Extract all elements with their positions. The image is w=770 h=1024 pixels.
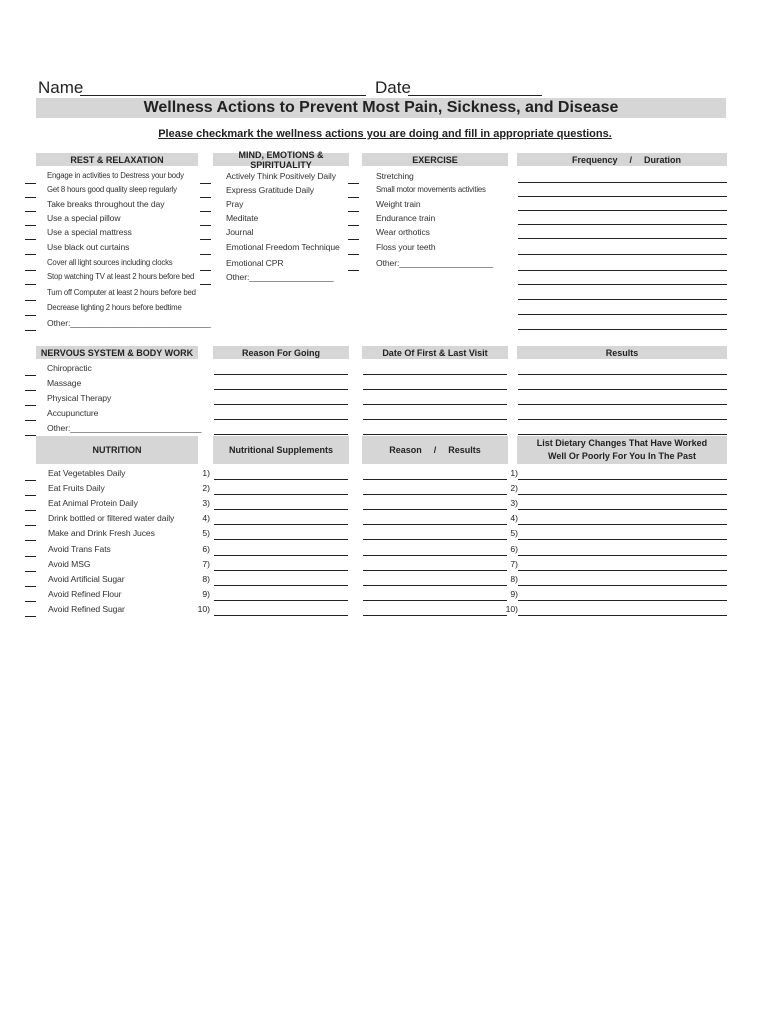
dietary-change-line[interactable] — [518, 524, 727, 525]
nutrition-checkbox[interactable] — [25, 601, 36, 602]
nutrition-item-label: Avoid Refined Flour — [48, 589, 122, 599]
frequency-duration-line[interactable] — [518, 299, 727, 300]
reason-line[interactable] — [214, 374, 348, 375]
supplement-line[interactable] — [214, 494, 348, 495]
results-line[interactable] — [518, 389, 727, 390]
visit-date-line[interactable] — [363, 389, 507, 390]
frequency-duration-line[interactable] — [518, 284, 727, 285]
rest-item-label: Get 8 hours good quality sleep regularly — [47, 185, 177, 194]
supplement-line[interactable] — [214, 479, 348, 480]
nutrition-item-label: Make and Drink Fresh Juces — [48, 528, 155, 538]
nutrition-checkbox[interactable] — [25, 525, 36, 526]
supplement-number: 7) — [202, 559, 210, 569]
dietary-number: 8) — [510, 574, 518, 584]
reason-line[interactable] — [214, 404, 348, 405]
dietary-change-line[interactable] — [518, 570, 727, 571]
visit-date-line[interactable] — [363, 374, 507, 375]
nutrition-item-label: Eat Vegetables Daily — [48, 468, 126, 478]
supplement-number: 8) — [202, 574, 210, 584]
dietary-number: 5) — [510, 528, 518, 538]
exercise-item-label: Small motor movements activities — [376, 185, 486, 194]
rest-checkbox[interactable] — [25, 211, 36, 212]
visit-date-line[interactable] — [363, 419, 507, 420]
mind-emotions-header: MIND, EMOTIONS & SPIRITUALITY — [213, 153, 349, 166]
visit-date-line[interactable] — [363, 404, 507, 405]
dietary-number: 1) — [510, 468, 518, 478]
reason-results-line[interactable] — [363, 509, 507, 510]
frequency-duration-line[interactable] — [518, 270, 727, 271]
bodywork-checkbox[interactable] — [25, 390, 36, 391]
reason-line[interactable] — [214, 389, 348, 390]
exercise-checkbox[interactable] — [348, 225, 359, 226]
nutrition-checkbox[interactable] — [25, 510, 36, 511]
exercise-header: EXERCISE — [362, 153, 508, 166]
results-line[interactable] — [518, 434, 727, 435]
rest-checkbox[interactable] — [25, 270, 36, 271]
rest-item-label: Turn off Computer at least 2 hours before bed — [47, 288, 196, 297]
frequency-duration-line[interactable] — [518, 254, 727, 255]
exercise-item-label: Weight train — [376, 199, 421, 209]
results-line[interactable] — [518, 404, 727, 405]
exercise-checkbox[interactable] — [348, 197, 359, 198]
reason-results-header — [362, 436, 508, 464]
results-line[interactable] — [518, 374, 727, 375]
mind-checkbox[interactable] — [200, 254, 211, 255]
rest-item-label: Engage in activities to Destress your body — [47, 171, 184, 180]
reason-results-line[interactable] — [363, 479, 507, 480]
nutrition-item-label: Avoid Artificial Sugar — [48, 574, 125, 584]
supplement-line[interactable] — [214, 555, 348, 556]
bodywork-checkbox[interactable] — [25, 405, 36, 406]
mind-item-label: Other:__________________ — [226, 272, 334, 282]
rest-checkbox[interactable] — [25, 197, 36, 198]
dietary-change-line[interactable] — [518, 555, 727, 556]
mind-item-label: Emotional CPR — [226, 258, 284, 268]
reason-results-line[interactable] — [363, 615, 507, 616]
reason-results-line[interactable] — [363, 570, 507, 571]
rest-checkbox[interactable] — [25, 239, 36, 240]
supplement-line[interactable] — [214, 524, 348, 525]
rest-relaxation-header: REST & RELAXATION — [36, 153, 198, 166]
exercise-checkbox[interactable] — [348, 183, 359, 184]
bodywork-checkbox[interactable] — [25, 420, 36, 421]
rest-item-label: Use a special mattress — [47, 227, 132, 237]
reason-results-line[interactable] — [363, 539, 507, 540]
bodywork-item-label: Other:____________________________ — [47, 423, 202, 433]
rest-item-label: Cover all light sources including clocks — [47, 258, 173, 267]
nutrition-item-label: Eat Animal Protein Daily — [48, 498, 138, 508]
frequency-duration-line[interactable] — [518, 182, 727, 183]
exercise-checkbox[interactable] — [348, 239, 359, 240]
rest-item-label: Use a special pillow — [47, 213, 121, 223]
dietary-change-line[interactable] — [518, 509, 727, 510]
frequency-duration-header — [517, 153, 727, 166]
results-header: Results — [517, 346, 727, 359]
mind-item-label: Express Gratitude Daily — [226, 185, 314, 195]
rest-item-label: Decrease lighting 2 hours before bedtime — [47, 303, 182, 312]
supplement-number: 5) — [202, 528, 210, 538]
nutrition-checkbox[interactable] — [25, 556, 36, 557]
reason-results-line[interactable] — [363, 600, 507, 601]
frequency-duration-line[interactable] — [518, 196, 727, 197]
supplement-number: 3) — [202, 498, 210, 508]
frequency-slash: / — [629, 154, 633, 165]
dietary-changes-header: List Dietary Changes That Have Worked Well Or Poorly For You In The Past — [517, 436, 727, 464]
results-label: Results — [448, 445, 481, 455]
nutrition-item-label: Drink bottled or filtered water daily — [48, 513, 175, 523]
nutrition-item-label: Avoid Refined Sugar — [48, 604, 125, 614]
exercise-item-label: Other:____________________ — [376, 258, 493, 268]
date-field[interactable] — [408, 95, 542, 96]
supplements-header: Nutritional Supplements — [213, 436, 349, 464]
reason-label: Reason — [389, 445, 422, 455]
bodywork-item-label: Massage — [47, 378, 82, 388]
supplement-line[interactable] — [214, 600, 348, 601]
supplement-number: 4) — [202, 513, 210, 523]
rest-checkbox[interactable] — [25, 330, 36, 331]
nutrition-header: NUTRITION — [36, 436, 198, 464]
reason-results-line[interactable] — [363, 555, 507, 556]
reason-line[interactable] — [214, 419, 348, 420]
mind-checkbox[interactable] — [200, 239, 211, 240]
exercise-item-label: Wear orthotics — [376, 227, 430, 237]
visit-date-line[interactable] — [363, 434, 507, 435]
dietary-number: 6) — [510, 544, 518, 554]
dietary-number: 3) — [510, 498, 518, 508]
reason-results-line[interactable] — [363, 524, 507, 525]
supplement-number: 9) — [202, 589, 210, 599]
frequency-duration-line[interactable] — [518, 238, 727, 239]
results-line[interactable] — [518, 419, 727, 420]
rest-checkbox[interactable] — [25, 284, 36, 285]
visit-dates-header: Date Of First & Last Visit — [362, 346, 508, 359]
mind-checkbox[interactable] — [200, 225, 211, 226]
duration-label: Duration — [644, 154, 682, 165]
dietary-number: 4) — [510, 513, 518, 523]
supplement-line[interactable] — [214, 509, 348, 510]
reason-for-going-header: Reason For Going — [213, 346, 349, 359]
reason-results-line[interactable] — [363, 494, 507, 495]
bodywork-item-label: Physical Therapy — [47, 393, 112, 403]
dietary-change-line[interactable] — [518, 494, 727, 495]
rest-checkbox[interactable] — [25, 315, 36, 316]
supplement-number: 2) — [202, 483, 210, 493]
frequency-duration-line[interactable] — [518, 329, 727, 330]
supplement-line[interactable] — [214, 615, 348, 616]
nutrition-item-label: Avoid Trans Fats — [48, 544, 111, 554]
exercise-item-label: Endurance train — [376, 213, 436, 223]
dietary-number: 7) — [510, 559, 518, 569]
bodywork-checkbox[interactable] — [25, 375, 36, 376]
name-label: Name — [38, 78, 84, 97]
dietary-change-line[interactable] — [518, 585, 727, 586]
nutrition-checkbox[interactable] — [25, 586, 36, 587]
nutrition-item-label: Eat Fruits Daily — [48, 483, 105, 493]
instruction-text: Please checkmark the wellness actions you are doing and fill in appropriate questions. — [158, 128, 612, 140]
rest-checkbox[interactable] — [25, 300, 36, 301]
nutrition-checkbox[interactable] — [25, 495, 36, 496]
dietary-change-line[interactable] — [518, 539, 727, 540]
mind-item-label: Journal — [226, 227, 254, 237]
nutrition-checkbox[interactable] — [25, 540, 36, 541]
supplement-line[interactable] — [214, 539, 348, 540]
exercise-checkbox[interactable] — [348, 211, 359, 212]
frequency-duration-line[interactable] — [518, 224, 727, 225]
frequency-label: Frequency — [572, 154, 618, 165]
mind-item-label: Pray — [226, 199, 244, 209]
dietary-number: 10) — [505, 604, 518, 614]
supplement-number: 1) — [202, 468, 210, 478]
mind-checkbox[interactable] — [200, 211, 211, 212]
supplement-line[interactable] — [214, 585, 348, 586]
frequency-duration-line[interactable] — [518, 210, 727, 211]
nutrition-checkbox[interactable] — [25, 571, 36, 572]
mind-item-label: Emotional Freedom Technique — [226, 242, 340, 252]
nervous-system-header: NERVOUS SYSTEM & BODY WORK — [36, 346, 198, 359]
exercise-checkbox[interactable] — [348, 270, 359, 271]
dietary-change-line[interactable] — [518, 615, 727, 616]
exercise-checkbox[interactable] — [348, 254, 359, 255]
rest-item-label: Use black out curtains — [47, 242, 130, 252]
nutrition-item-label: Avoid MSG — [48, 559, 91, 569]
dietary-change-line[interactable] — [518, 600, 727, 601]
nutrition-checkbox[interactable] — [25, 480, 36, 481]
supplement-line[interactable] — [214, 570, 348, 571]
rest-checkbox[interactable] — [25, 183, 36, 184]
rest-item-label: Take breaks throughout the day — [47, 199, 165, 209]
bodywork-item-label: Chiropractic — [47, 363, 92, 373]
rest-item-label: Other:______________________________ — [47, 318, 211, 328]
mind-checkbox[interactable] — [200, 183, 211, 184]
name-field[interactable] — [80, 95, 366, 96]
reason-line[interactable] — [214, 434, 348, 435]
dietary-number: 9) — [510, 589, 518, 599]
rest-checkbox[interactable] — [25, 225, 36, 226]
exercise-item-label: Stretching — [376, 171, 414, 181]
rest-item-label: Stop watching TV at least 2 hours before bed — [47, 272, 195, 281]
date-label: Date — [375, 78, 411, 97]
mind-item-label: Meditate — [226, 213, 259, 223]
dietary-change-line[interactable] — [518, 479, 727, 480]
dietary-number: 2) — [510, 483, 518, 493]
mind-item-label: Actively Think Positively Daily — [226, 171, 336, 181]
page-title: Wellness Actions to Prevent Most Pain, Sickness, and Disease — [36, 98, 726, 118]
mind-checkbox[interactable] — [200, 270, 211, 271]
reason-results-line[interactable] — [363, 585, 507, 586]
mind-checkbox[interactable] — [200, 284, 211, 285]
nutrition-checkbox[interactable] — [25, 616, 36, 617]
exercise-item-label: Floss your teeth — [376, 242, 436, 252]
supplement-number: 6) — [202, 544, 210, 554]
mind-checkbox[interactable] — [200, 197, 211, 198]
frequency-duration-line[interactable] — [518, 314, 727, 315]
reason-results-slash: / — [433, 445, 437, 455]
bodywork-checkbox[interactable] — [25, 435, 36, 436]
bodywork-item-label: Accupuncture — [47, 408, 99, 418]
rest-checkbox[interactable] — [25, 254, 36, 255]
supplement-number: 10) — [197, 604, 210, 614]
